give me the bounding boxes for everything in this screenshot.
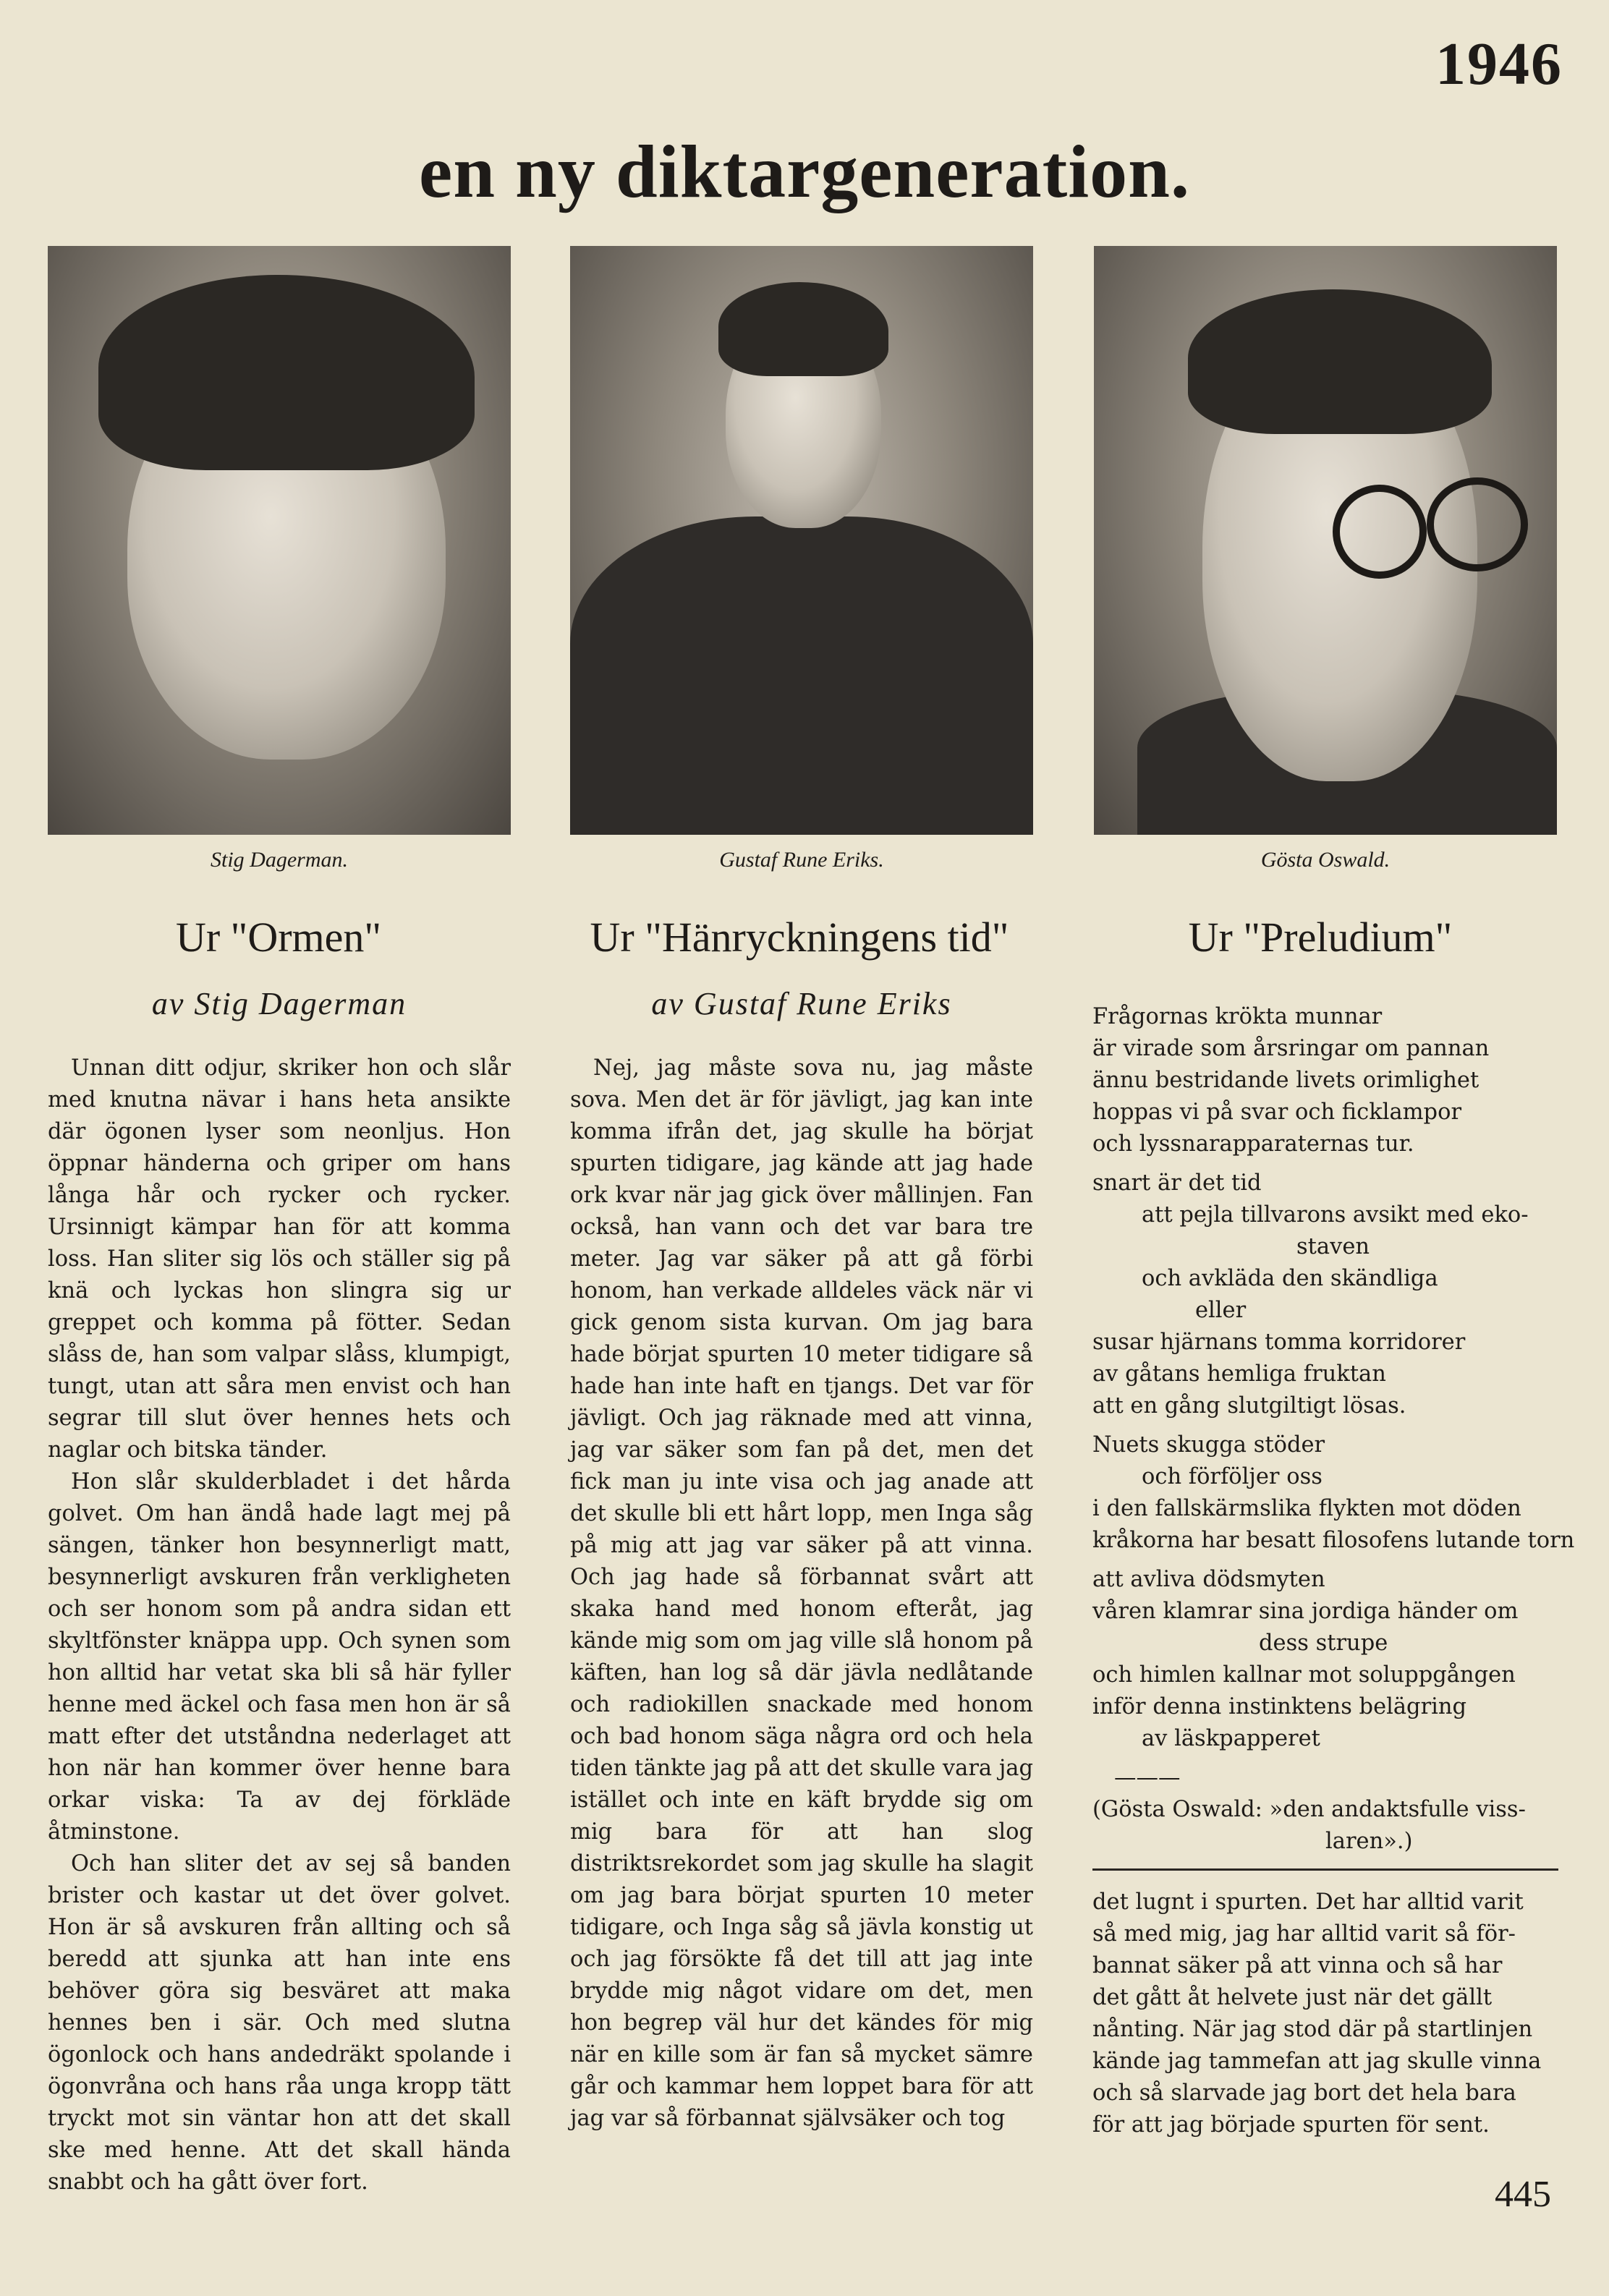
prose-column-ormen — [48, 1053, 511, 2198]
poem-attribution: laren».) — [1325, 1829, 1413, 1854]
poem-line: och avkläda den skändliga — [1142, 1266, 1438, 1291]
poem-line: Nuets skugga stöder — [1092, 1432, 1325, 1458]
portrait-photo-eriks — [570, 246, 1033, 835]
prose-continuation: bannat säker på att vinna och så har — [1092, 1953, 1503, 1978]
poem-line: och förföljer oss — [1142, 1464, 1323, 1489]
prose-continuation: det gått åt helvete just när det gällt — [1092, 1985, 1493, 2010]
poem-line: kråkorna har besatt filosofens lutande torn — [1092, 1528, 1575, 1553]
poem-line: är virade som årsringar om pannan — [1092, 1036, 1490, 1061]
page-number: 445 — [1495, 2174, 1551, 2215]
poem-line: i den fallskärmslika flykten mot döden — [1092, 1496, 1521, 1521]
page-headline: en ny diktargeneration. — [419, 130, 1190, 213]
prose-paragraph: Och han sliter det av sej så banden brister och kastar ut det över golvet. Hon är så avskuren från allting och så beredd att sjunka att han inte ens behöver göra sig besväret att maka hennes ben i sär. Och med slutna ögonlock och hans andedräkt spolande i ögonvråna och hans råa unga kropp tätt tryckt mot sin väntar hon att det skall ske med henne. Att det skall hända snabbt och ha gått över fort. — [48, 1851, 511, 2195]
column-title-hanryckningens-tid: Ur "Hänryckningens tid" — [590, 914, 1009, 961]
prose-continuation: kände jag tammefan att jag skulle vinna — [1092, 2049, 1542, 2074]
poem-line: eller — [1195, 1298, 1247, 1323]
prose-continuation: det lugnt i spurten. Det har alltid varit — [1092, 1889, 1524, 1915]
column-title-ormen: Ur "Ormen" — [175, 914, 382, 961]
prose-continuation: så med mig, jag har alltid varit så för- — [1092, 1921, 1516, 1947]
prose-continuation: för att jag började spurten för sent. — [1092, 2112, 1490, 2138]
portrait-photo-oswald — [1094, 246, 1557, 835]
poem-line: och himlen kallnar mot soluppgången — [1092, 1662, 1516, 1688]
year-label: 1946 — [1435, 30, 1563, 98]
poem-line: att en gång slutgiltigt lösas. — [1092, 1393, 1406, 1419]
poem-line: att pejla tillvarons avsikt med eko- — [1142, 1202, 1529, 1228]
column-title-preludium: Ur "Preludium" — [1188, 914, 1453, 961]
poem-line: hoppas vi på svar och ficklampor — [1092, 1100, 1462, 1125]
poem-line: susar hjärnans tomma korridorer — [1092, 1330, 1466, 1355]
poem-line: ——— — [1114, 1765, 1181, 1790]
author-line-eriks: av Gustaf Rune Eriks — [651, 986, 952, 1021]
poem-line: ännu bestridande livets orimlighet — [1092, 1068, 1479, 1093]
poem-line: Frågornas krökta munnar — [1092, 1004, 1383, 1029]
poem-line: att avliva dödsmyten — [1092, 1567, 1325, 1592]
prose-continuation: och så slarvade jag bort det hela bara — [1092, 2080, 1516, 2106]
poem-attribution: (Gösta Oswald: »den andaktsfulle viss- — [1092, 1797, 1526, 1822]
section-divider — [1092, 1868, 1558, 1871]
caption-dagerman: Stig Dagerman. — [211, 848, 348, 872]
poem-line: dess strupe — [1259, 1630, 1388, 1656]
author-line-dagerman: av Stig Dagerman — [151, 986, 407, 1021]
prose-column-hanryckningens-tid — [570, 1053, 1033, 2135]
poem-line: snart är det tid — [1092, 1170, 1262, 1196]
poem-line: och lyssnarapparaternas tur. — [1092, 1131, 1414, 1157]
prose-paragraph: Unnan ditt odjur, skriker hon och slår med knutna nävar i hans heta ansikte där ögonen lyser som neonljus. Hon öppnar händerna och griper om hans långa hår och rycker och rycker. Ursinnigt kämpar han för att komma loss. Han sliter sig lös och ställer sig på knä och lyckas hon slingra sig ur greppet och komma på fötter. Sedan slåss de, han som valpar slåss, klumpigt, tungt, utan att såra men envist och han segrar till slut över hennes hets och naglar och bitska tänder. — [48, 1055, 511, 1463]
portrait-photo-dagerman — [48, 246, 511, 835]
poem-line: av gåtans hemliga fruktan — [1092, 1361, 1386, 1387]
prose-paragraph: Hon slår skulderbladet i det hårda golvet. Om han ändå hade lagt mej på sängen, tänker hon besynnerligt matt, besynnerligt avskuren från verkligheten och ser honom som på andra sidan ett skyltfönster knäppa upp. Och synen som hon alltid har vetat ska bli så här fyller henne med äckel och fasa men hon är så matt efter det utståndna nederlaget att hon när han kommer över henne bara orkar viska: Ta av dej förkläde åtminstone. — [48, 1469, 511, 1845]
caption-oswald: Gösta Oswald. — [1260, 848, 1391, 872]
poem-line: av läskpapperet — [1142, 1726, 1320, 1751]
poem-line: våren klamrar sina jordiga händer om — [1092, 1599, 1519, 1624]
prose-continuation: nånting. När jag stod där på startlinjen — [1092, 2017, 1533, 2042]
poem-line: staven — [1296, 1234, 1370, 1259]
poem-line: inför denna instinktens belägring — [1092, 1694, 1467, 1719]
caption-eriks: Gustaf Rune Eriks. — [719, 848, 884, 872]
prose-paragraph: Nej, jag måste sova nu, jag måste sova. Men det är för jävligt, jag kan inte komma ifrån det, jag skulle ha börjat spurten tidigare, jag kände att jag hade ork kvar när jag gick över mållinjen. Fan också, han vann och det var bara tre meter. Jag var säker på att gå förbi honom, han verkade alldeles väck när vi gick genom sista kurvan. Om jag bara hade börjat spurten 10 meter tidigare så hade han inte haft en tjangs. Det var för jävligt. Och jag räknade med att vinna, jag var säker som fan på det, men det fick man ju inte visa och jag anade att det skulle bli ett hårt lopp, men Inga såg på mig att jag var säker på att vinna. Och jag hade så förbannat svårt att skaka hand med honom efteråt, jag kände mig som om jag ville slå honom på käften, han log så där jävla nedlåtande och radiokillen snackade med honom och bad honom säga några ord och hela tiden tänkte jag på att det skulle vara jag istället och inte en käft brydde sig om mig bara för att han slog distriktsrekordet som jag skulle ha slagit om jag bara börjat spurten 10 meter tidigare, och Inga såg så jävla konstig ut och jag försökte få det till att jag inte brydde mig något vidare om det, men hon begrep väl hur det kändes för mig när en kille som är fan så mycket sämre går och kammar hem loppet bara för att jag var så förbannat självsäker och tog — [570, 1055, 1033, 2131]
